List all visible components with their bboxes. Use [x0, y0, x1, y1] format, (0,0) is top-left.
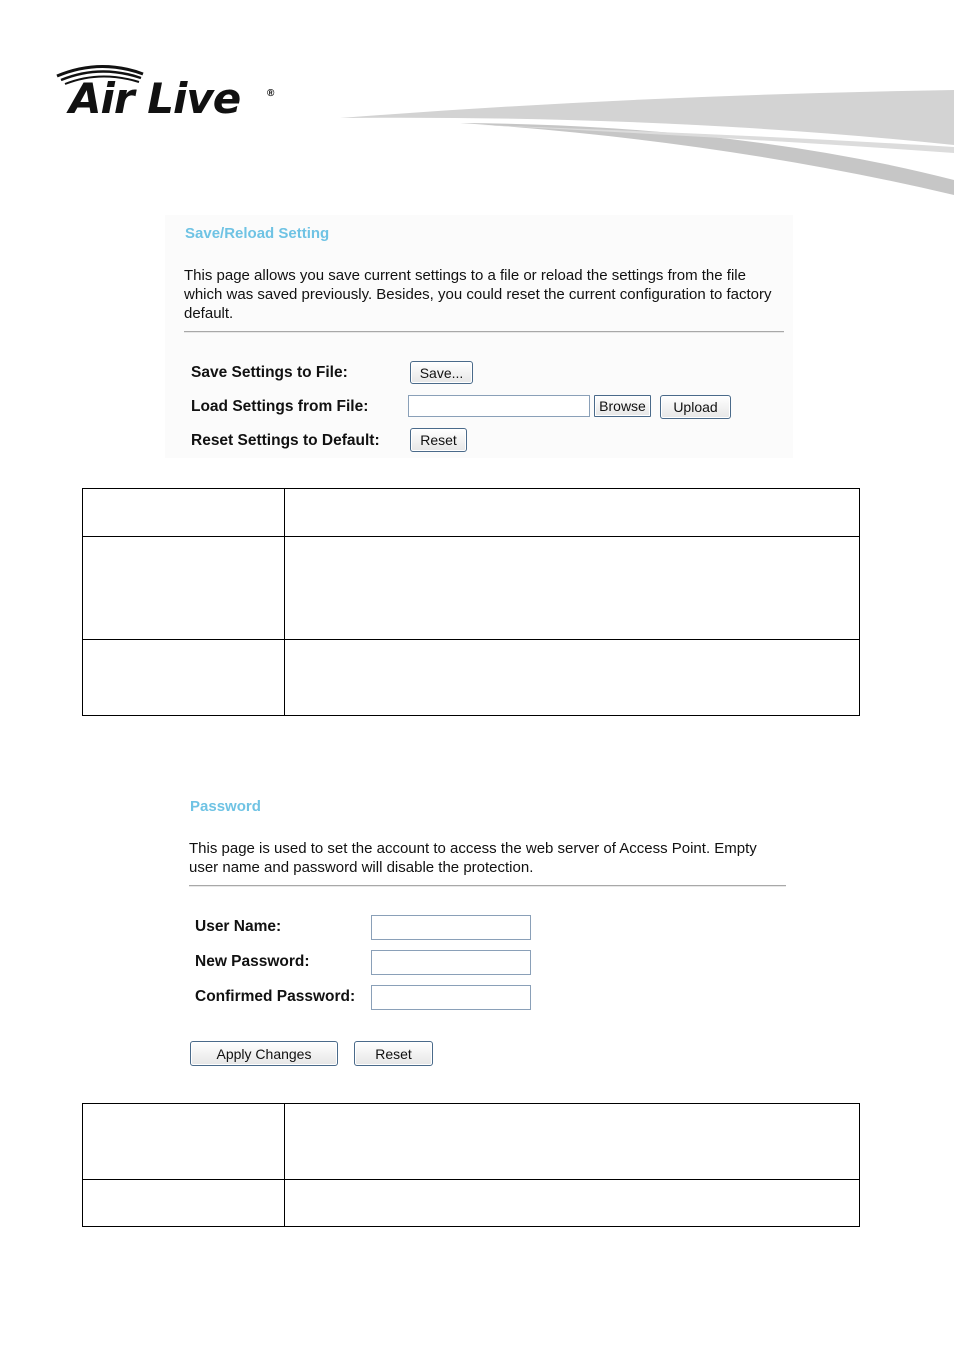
settings-file-input[interactable] — [408, 395, 590, 417]
table-cell — [83, 640, 285, 716]
save-button[interactable]: Save... — [410, 361, 473, 384]
table-row — [83, 537, 860, 640]
table-row — [83, 489, 860, 537]
logo-wordmark: Air Live — [69, 74, 241, 123]
save-reload-title: Save/Reload Setting — [185, 225, 330, 242]
confirmed-password-input[interactable] — [371, 985, 531, 1010]
header-swoosh-decoration — [340, 85, 954, 200]
new-password-label: New Password: — [195, 953, 310, 970]
table-cell — [285, 1104, 860, 1180]
table-cell — [83, 489, 285, 537]
user-name-input[interactable] — [371, 915, 531, 940]
save-reload-panel — [165, 215, 793, 458]
confirmed-password-label: Confirmed Password: — [195, 988, 356, 1005]
save-settings-label: Save Settings to File: — [191, 364, 348, 381]
save-reload-divider — [184, 331, 784, 333]
password-title: Password — [190, 798, 261, 815]
upload-button[interactable]: Upload — [660, 395, 731, 419]
reset-settings-button[interactable]: Reset — [410, 428, 467, 452]
load-settings-label: Load Settings from File: — [191, 398, 369, 415]
password-panel — [170, 790, 800, 1080]
password-divider — [189, 885, 786, 887]
registered-mark: ® — [267, 88, 275, 99]
table-cell — [285, 1180, 860, 1227]
table-cell — [83, 1180, 285, 1227]
password-description: This page is used to set the account to access the web server of Access Point. Empty user name and password will disable the protection. — [189, 840, 757, 876]
table-cell — [83, 537, 285, 640]
table-cell — [285, 640, 860, 716]
browse-button[interactable]: Browse — [594, 395, 651, 417]
table-cell — [83, 1104, 285, 1180]
password-reset-button[interactable]: Reset — [354, 1041, 433, 1066]
password-description-table — [82, 1103, 860, 1227]
save-reload-description: This page allows you save current settings to a file or reload the settings from the file which was saved previously. Besides, you could reset the current configuration to factory default. — [184, 267, 772, 322]
save-reload-description-table — [82, 488, 860, 716]
table-cell — [285, 537, 860, 640]
user-name-label: User Name: — [195, 918, 282, 935]
table-row — [83, 640, 860, 716]
airlive-logo — [55, 60, 285, 130]
table-row — [83, 1180, 860, 1227]
table-row — [83, 1104, 860, 1180]
reset-settings-label: Reset Settings to Default: — [191, 432, 380, 449]
table-cell — [285, 489, 860, 537]
apply-changes-button[interactable]: Apply Changes — [190, 1041, 338, 1066]
new-password-input[interactable] — [371, 950, 531, 975]
